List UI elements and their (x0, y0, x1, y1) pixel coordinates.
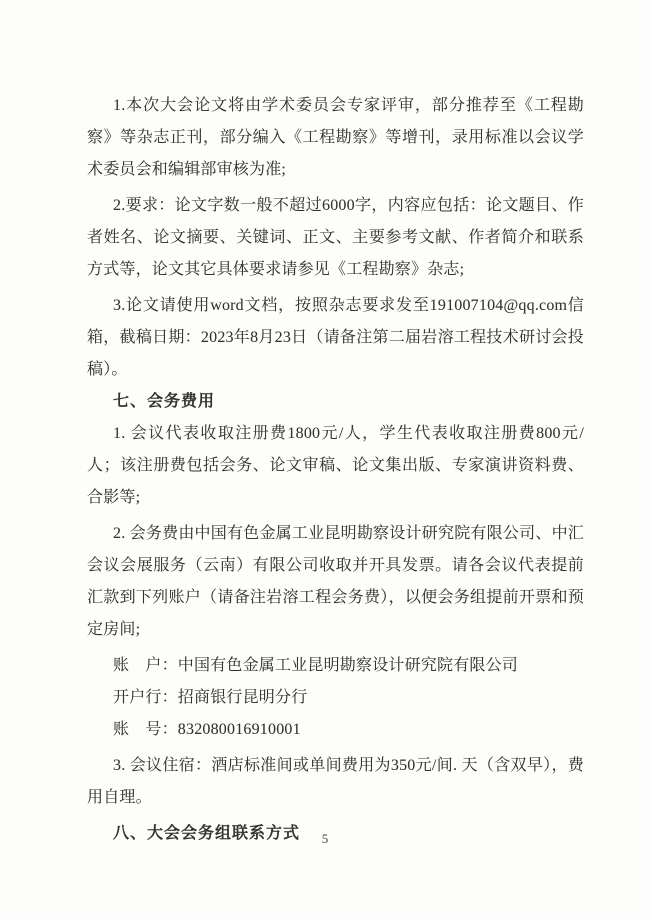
document-body (87, 90, 584, 854)
account-number-line: 账 号：832080016910001 (113, 721, 301, 738)
heading-conference-fees: 七、会务费用 (113, 393, 216, 410)
heading-contact-info: 八、大会会务组联系方式 (113, 825, 301, 842)
page-number: 5 (321, 831, 329, 846)
paragraph-paper-submission: 3.论文请使用word文档，按照杂志要求发至191007104@qq.com信箱，截稿日期：2023年8月23日（请备注第二届岩溶工程技术研讨会投稿）。 (87, 297, 584, 378)
paragraph-paper-review: 1.本次大会论文将由学术委员会专家评审，部分推荐至《工程勘察》等杂志正刊，部分编入《工程勘察》等增刊，录用标准以会议学术委员会和编辑部审核为准; (87, 97, 584, 178)
paragraph-fee-payment: 2. 会务费由中国有色金属工业昆明勘察设计研究院有限公司、中汇会议会展服务（云南）有限公司收取并开具发票。请各会议代表提前汇款到下列账户（请备注岩溶工程会务费），以便会务组提前开票和预定房间; (87, 525, 584, 638)
paragraph-accommodation: 3. 会议住宿：酒店标准间或单间费用为350元/间. 天（含双早），费用自理。 (87, 757, 584, 806)
paragraph-registration-fee: 1. 会议代表收取注册费1800元/人，学生代表收取注册费800元/人；该注册费包括会务、论文审稿、论文集出版、专家演讲资料费、合影等; (87, 425, 584, 506)
paragraph-paper-requirements: 2.要求：论文字数一般不超过6000字，内容应包括：论文题目、作者姓名、论文摘要、关键词、正文、主要参考文献、作者简介和联系方式等，论文其它具体要求请参见《工程勘察》杂志; (87, 197, 584, 278)
account-name-line: 账 户：中国有色金属工业昆明勘察设计研究院有限公司 (113, 657, 519, 674)
bank-branch-line: 开户行：招商银行昆明分行 (113, 689, 308, 706)
